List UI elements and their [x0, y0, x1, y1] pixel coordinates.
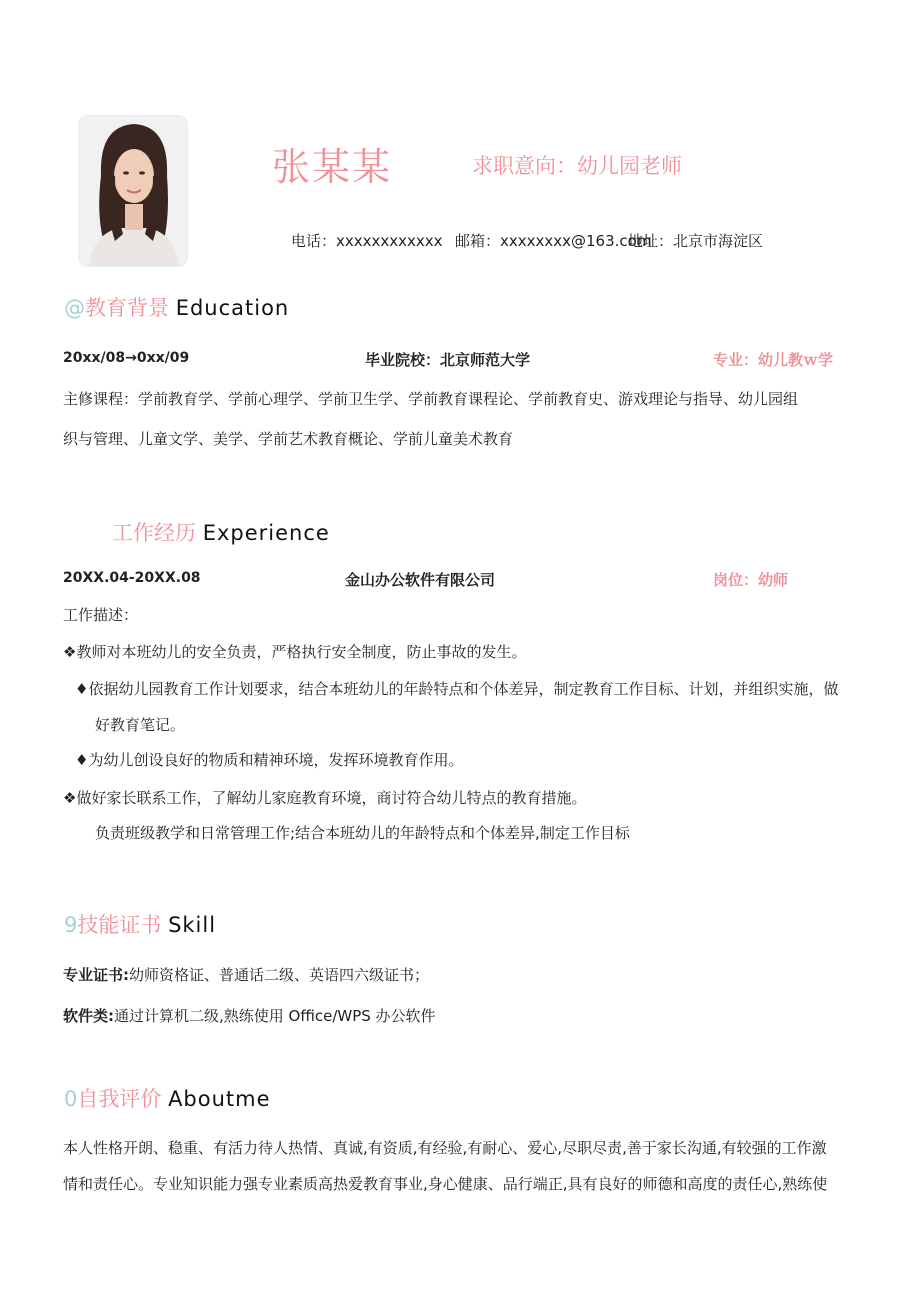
- about-section-title: [64, 1083, 271, 1113]
- email-text: 邮箱：xxxxxxxx@163.com: [455, 232, 652, 250]
- job-intent: 求职意向：幼儿园老师: [472, 154, 682, 178]
- about-title-cn: 自我评价: [77, 1087, 162, 1111]
- experience-period: 20XX.04-20XX.08: [63, 570, 201, 586]
- experience-item: ❖教师对本班幼儿的安全负责，严格执行安全制度，防止事故的发生。: [63, 643, 527, 661]
- skills-title-en: Skill: [168, 913, 217, 937]
- about-line2: 情和责任心。专业知识能力强专业素质高热爱教育事业,身心健康、品行端正,具有良好的师德和高度的责任心,熟练使: [63, 1175, 828, 1193]
- skills-cert-label: 专业证书:: [63, 966, 129, 984]
- skills-title-cn: 技能证书: [77, 913, 162, 937]
- skills-software-row: [63, 1006, 436, 1027]
- experience-item: 好教育笔记。: [95, 716, 186, 734]
- education-courses-line2: 织与管理、儿童文学、美学、学前艺术教育概论、学前儿童美术教育: [63, 430, 514, 448]
- education-major: 专业：幼儿教ｗ学: [713, 351, 834, 369]
- experience-item: 负责班级教学和日常管理工作;结合本班幼儿的年龄特点和个体差异,制定工作目标: [95, 824, 630, 842]
- skills-cert-row: [63, 965, 429, 986]
- experience-item: ♦为幼儿创设良好的物质和精神环境，发挥环境教育作用。: [75, 751, 464, 769]
- skills-software-text: 通过计算机二级,熟练使用 Office/WPS 办公软件: [114, 1007, 436, 1025]
- candidate-name: 张某某: [272, 145, 393, 189]
- about-marker: 0: [64, 1087, 78, 1111]
- about-title-en: Aboutme: [168, 1087, 271, 1111]
- experience-desc-label: 工作描述：: [63, 606, 139, 624]
- experience-company: 金山办公软件有限公司: [345, 571, 496, 589]
- education-title-cn: 教育背景: [85, 296, 169, 320]
- portrait-image: [79, 116, 187, 266]
- experience-title-en: Experience: [202, 521, 330, 545]
- address-text: 地址：北京市海淀区: [628, 232, 764, 250]
- education-section-title: [64, 292, 289, 322]
- skills-marker: 9: [64, 913, 78, 937]
- education-school: 毕业院校：北京师范大学: [365, 351, 531, 369]
- experience-item: ❖做好家长联系工作，了解幼儿家庭教育环境，商讨符合幼儿特点的教育措施。: [63, 789, 587, 807]
- experience-section-title: [112, 517, 330, 547]
- experience-position: 岗位：幼师: [713, 571, 789, 589]
- about-line1: 本人性格开朗、稳重、有活力待人热情、真诚,有资质,有经验,有耐心、爱心,尽职尽责,善于家长沟通,有较强的工作激: [63, 1139, 827, 1157]
- experience-title-cn: 工作经历: [112, 521, 196, 545]
- skills-cert-text: 幼师资格证、普通话二级、英语四六级证书；: [129, 966, 430, 984]
- education-title-en: Education: [175, 296, 290, 320]
- education-courses-line1: 主修课程：学前教育学、学前心理学、学前卫生学、学前教育课程论、学前教育史、游戏理论与指导、幼儿园组: [63, 390, 799, 408]
- skills-section-title: [64, 909, 216, 939]
- profile-photo: [78, 115, 188, 267]
- phone-text: 电话：xxxxxxxxxxxx: [291, 232, 443, 250]
- education-marker: @: [64, 296, 85, 320]
- skills-software-label: 软件类:: [63, 1007, 114, 1025]
- experience-item: ♦依据幼儿园教育工作计划要求，结合本班幼儿的年龄特点和个体差异，制定教育工作目标、计划，并组织实施，做: [75, 680, 839, 698]
- education-period: 20xx/08→0xx/09: [63, 350, 190, 366]
